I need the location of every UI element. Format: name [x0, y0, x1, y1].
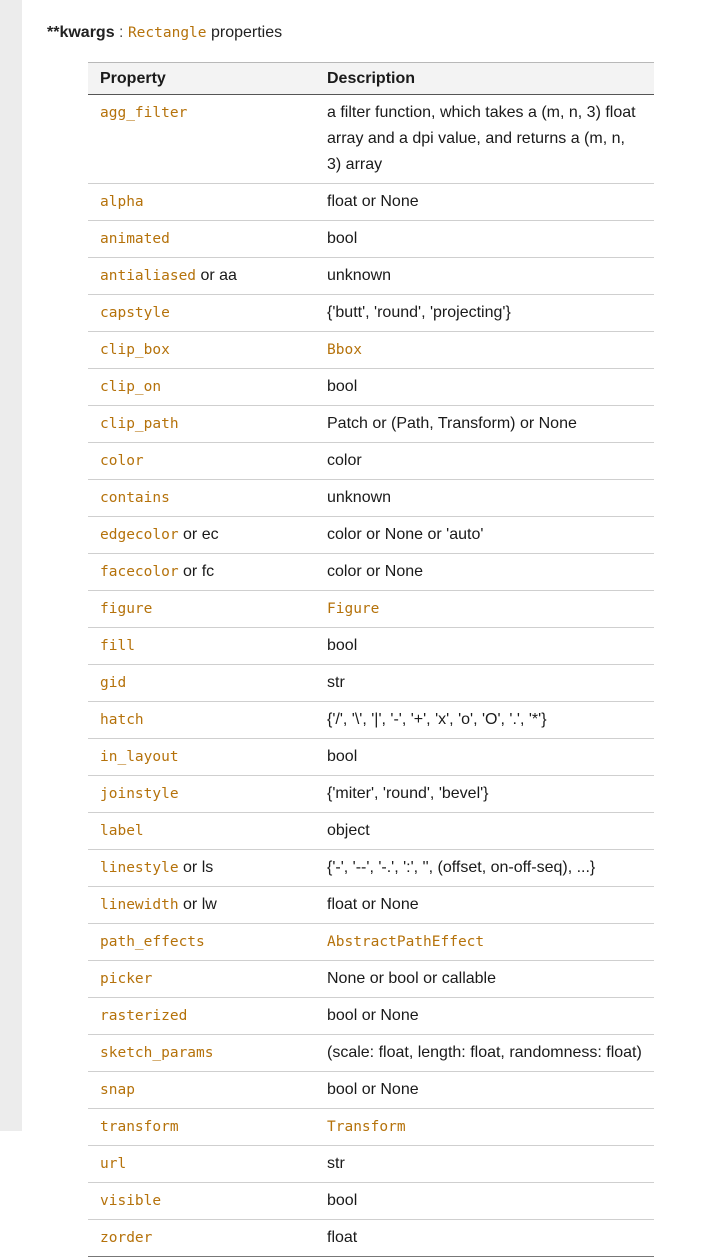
property-name[interactable]: hatch [100, 712, 144, 728]
table-row [88, 369, 654, 406]
property-alias: or ec [179, 526, 219, 543]
description-cell [315, 665, 654, 702]
table-row [88, 813, 654, 850]
property-cell [88, 850, 315, 887]
property-cell [88, 443, 315, 480]
kwargs-label: **kwargs [47, 24, 115, 41]
property-cell [88, 517, 315, 554]
property-cell [88, 739, 315, 776]
property-name[interactable]: alpha [100, 194, 144, 210]
description-cell [315, 95, 654, 184]
description-cell [315, 443, 654, 480]
description-cell [315, 184, 654, 221]
property-cell [88, 1183, 315, 1220]
property-cell [88, 961, 315, 998]
property-cell [88, 1146, 315, 1183]
property-cell [88, 332, 315, 369]
header-description: Description [315, 63, 654, 95]
description-text: color or None or 'auto' [327, 526, 483, 543]
description-cell [315, 739, 654, 776]
table-row [88, 406, 654, 443]
property-alias: or fc [179, 563, 215, 580]
property-name[interactable]: rasterized [100, 1008, 187, 1024]
description-text: str [327, 674, 345, 691]
property-cell [88, 406, 315, 443]
table-row [88, 887, 654, 924]
property-name[interactable]: edgecolor [100, 527, 179, 543]
description-text: bool [327, 637, 357, 654]
property-cell [88, 887, 315, 924]
table-row [88, 1220, 654, 1257]
property-name[interactable]: transform [100, 1119, 179, 1135]
property-name[interactable]: visible [100, 1193, 161, 1209]
property-alias: or ls [179, 859, 214, 876]
left-gutter [0, 0, 22, 1131]
description-cell [315, 1072, 654, 1109]
table-row [88, 591, 654, 628]
description-cell [315, 1109, 654, 1146]
property-name[interactable]: joinstyle [100, 786, 179, 802]
description-cell [315, 998, 654, 1035]
description-text: bool [327, 748, 357, 765]
property-cell [88, 1072, 315, 1109]
description-cell [315, 1035, 654, 1072]
description-text: {'butt', 'round', 'projecting'} [327, 304, 511, 321]
property-name[interactable]: snap [100, 1082, 135, 1098]
description-type-link[interactable]: Bbox [327, 342, 362, 358]
property-cell [88, 665, 315, 702]
property-name[interactable]: zorder [100, 1230, 152, 1246]
property-name[interactable]: path_effects [100, 934, 205, 950]
property-cell [88, 554, 315, 591]
description-text: Patch or (Path, Transform) or None [327, 415, 577, 432]
description-cell [315, 628, 654, 665]
description-cell [315, 332, 654, 369]
description-cell [315, 1220, 654, 1257]
description-text: str [327, 1155, 345, 1172]
property-name[interactable]: animated [100, 231, 170, 247]
description-text: bool [327, 230, 357, 247]
description-text: unknown [327, 267, 391, 284]
description-cell [315, 1146, 654, 1183]
property-cell [88, 1035, 315, 1072]
property-name[interactable]: sketch_params [100, 1045, 214, 1061]
table-row [88, 998, 654, 1035]
table-row [88, 221, 654, 258]
description-text: color or None [327, 563, 423, 580]
kwargs-heading [47, 23, 282, 43]
property-cell [88, 480, 315, 517]
description-text: object [327, 822, 370, 839]
table-row [88, 517, 654, 554]
property-cell [88, 813, 315, 850]
description-cell [315, 517, 654, 554]
property-cell [88, 95, 315, 184]
description-text: color [327, 452, 362, 469]
description-text: unknown [327, 489, 391, 506]
property-name[interactable]: linestyle [100, 860, 179, 876]
description-text: (scale: float, length: float, randomness: float) [327, 1044, 642, 1061]
rectangle-link[interactable]: Rectangle [128, 25, 207, 41]
heading-separator: : [115, 24, 128, 41]
table-row [88, 702, 654, 739]
table-header-row [88, 63, 654, 95]
property-name[interactable]: in_layout [100, 749, 179, 765]
description-text: {'/', '\', '|', '-', '+', 'x', 'o', 'O', '.', '*'} [327, 711, 547, 728]
description-cell [315, 406, 654, 443]
property-name[interactable]: facecolor [100, 564, 179, 580]
property-name[interactable]: agg_filter [100, 105, 187, 121]
table-row [88, 332, 654, 369]
description-cell [315, 480, 654, 517]
table-row [88, 739, 654, 776]
table-row [88, 1035, 654, 1072]
property-name[interactable]: clip_box [100, 342, 170, 358]
description-cell [315, 1183, 654, 1220]
table-row [88, 924, 654, 961]
description-text: bool or None [327, 1007, 419, 1024]
property-alias: or aa [196, 267, 237, 284]
property-name[interactable]: color [100, 453, 144, 469]
description-cell [315, 961, 654, 998]
table-row [88, 480, 654, 517]
description-text: float [327, 1229, 357, 1246]
property-cell [88, 221, 315, 258]
property-name[interactable]: contains [100, 490, 170, 506]
table-row [88, 665, 654, 702]
property-name[interactable]: url [100, 1156, 126, 1172]
properties-table [88, 62, 654, 1257]
property-name[interactable]: capstyle [100, 305, 170, 321]
property-name[interactable]: clip_path [100, 416, 179, 432]
table-row [88, 961, 654, 998]
description-cell [315, 554, 654, 591]
table-row [88, 443, 654, 480]
property-name[interactable]: clip_on [100, 379, 161, 395]
description-text: a filter function, which takes a (m, n, 3) float array and a dpi value, and returns a (m, n, 3) array [327, 104, 636, 173]
description-cell [315, 813, 654, 850]
property-cell [88, 702, 315, 739]
property-name[interactable]: gid [100, 675, 126, 691]
property-name[interactable]: label [100, 823, 144, 839]
table-row [88, 850, 654, 887]
table-row [88, 1072, 654, 1109]
description-cell [315, 221, 654, 258]
property-name[interactable]: figure [100, 601, 152, 617]
property-cell [88, 776, 315, 813]
property-alias: or lw [179, 896, 217, 913]
heading-suffix: properties [211, 24, 282, 41]
header-property: Property [88, 63, 315, 95]
property-cell [88, 591, 315, 628]
table-row [88, 628, 654, 665]
description-text: float or None [327, 896, 419, 913]
property-cell [88, 1220, 315, 1257]
description-text: None or bool or callable [327, 970, 496, 987]
property-name[interactable]: linewidth [100, 897, 179, 913]
description-type-link[interactable]: AbstractPathEffect [327, 934, 484, 950]
description-type-link[interactable]: Transform [327, 1119, 406, 1135]
property-name[interactable]: fill [100, 638, 135, 654]
description-type-link[interactable]: Figure [327, 601, 379, 617]
property-cell [88, 258, 315, 295]
table-row [88, 295, 654, 332]
table-row [88, 1146, 654, 1183]
description-cell [315, 702, 654, 739]
description-cell [315, 258, 654, 295]
property-cell [88, 1109, 315, 1146]
table-row [88, 95, 654, 184]
property-cell [88, 924, 315, 961]
description-cell [315, 591, 654, 628]
description-cell [315, 850, 654, 887]
property-cell [88, 369, 315, 406]
property-cell [88, 184, 315, 221]
description-cell [315, 887, 654, 924]
description-cell [315, 776, 654, 813]
property-cell [88, 998, 315, 1035]
table-row [88, 184, 654, 221]
table-row [88, 776, 654, 813]
property-cell [88, 295, 315, 332]
table-row [88, 1109, 654, 1146]
description-cell [315, 924, 654, 961]
table-row [88, 1183, 654, 1220]
table-row [88, 554, 654, 591]
description-cell [315, 295, 654, 332]
property-cell [88, 628, 315, 665]
description-text: bool [327, 1192, 357, 1209]
description-cell [315, 369, 654, 406]
property-name[interactable]: picker [100, 971, 152, 987]
description-text: bool or None [327, 1081, 419, 1098]
property-name[interactable]: antialiased [100, 268, 196, 284]
description-text: {'-', '--', '-.', ':', '', (offset, on-off-seq), ...} [327, 859, 595, 876]
description-text: {'miter', 'round', 'bevel'} [327, 785, 489, 802]
content-area [22, 0, 723, 1131]
table-row [88, 258, 654, 295]
description-text: float or None [327, 193, 419, 210]
description-text: bool [327, 378, 357, 395]
